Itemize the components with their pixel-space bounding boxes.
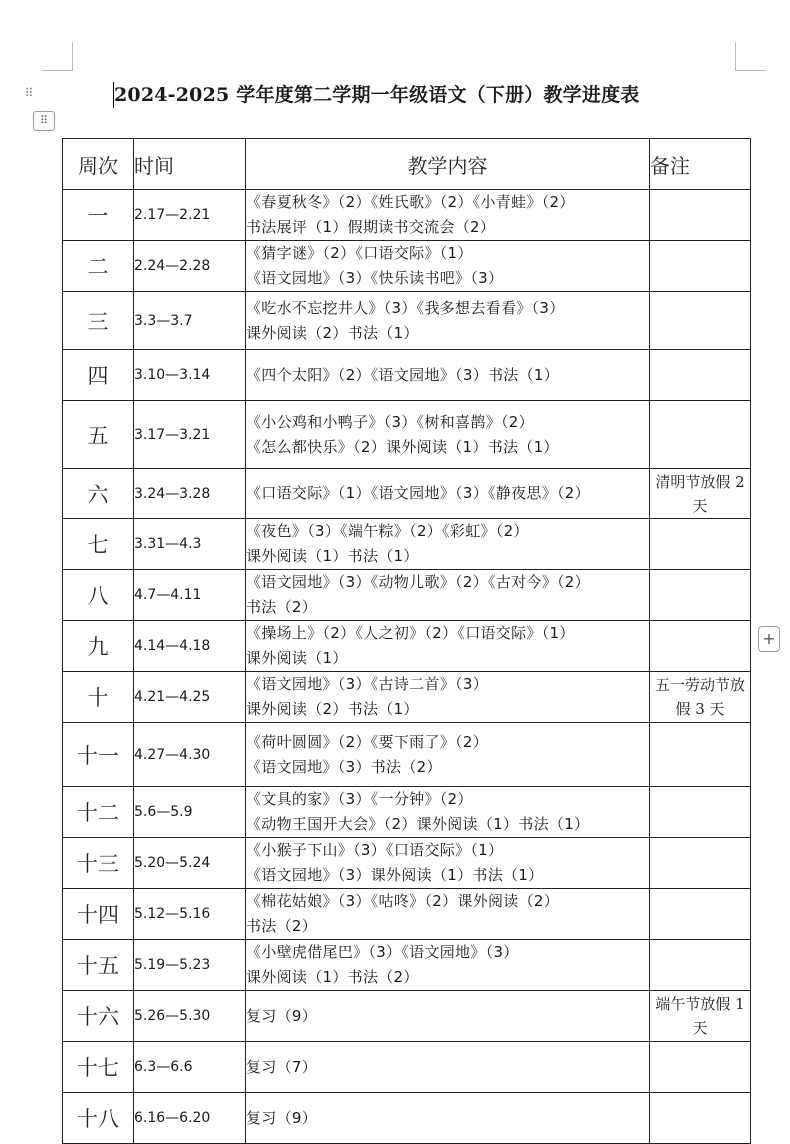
- content-cell[interactable]: 《操场上》（2）《人之初》（2）《口语交际》（1） 课外阅读（1）: [246, 621, 650, 672]
- content-cell[interactable]: 《荷叶圆圆》（2）《要下雨了》（2） 《语文园地》（3）书法（2）: [246, 723, 650, 787]
- table-row: [63, 787, 751, 838]
- week-cell[interactable]: 十五: [63, 940, 134, 991]
- week-cell[interactable]: 一: [63, 190, 134, 241]
- week-cell[interactable]: 十四: [63, 889, 134, 940]
- paragraph-drag-handle-icon[interactable]: ⠿: [24, 86, 34, 100]
- note-cell[interactable]: [650, 940, 751, 991]
- time-cell[interactable]: 5.20—5.24: [134, 838, 246, 889]
- table-row: [63, 940, 751, 991]
- week-cell[interactable]: 十三: [63, 838, 134, 889]
- content-cell[interactable]: 《口语交际》（1）《语文园地》（3）《静夜思》（2）: [246, 469, 650, 519]
- table-row: [63, 519, 751, 570]
- content-cell[interactable]: 复习（7）: [246, 1042, 650, 1093]
- document-title[interactable]: 2024-2025 学年度第二学期一年级语文（下册）教学进度表: [114, 84, 640, 106]
- time-cell[interactable]: 3.24—3.28: [134, 469, 246, 519]
- note-cell[interactable]: 端午节放假 1 天: [650, 991, 751, 1042]
- header-content[interactable]: 教学内容: [246, 139, 650, 190]
- week-cell[interactable]: 四: [63, 350, 134, 401]
- table-row: [63, 838, 751, 889]
- table-move-handle-icon[interactable]: ⠿: [33, 111, 55, 131]
- time-cell[interactable]: 3.10—3.14: [134, 350, 246, 401]
- week-cell[interactable]: 七: [63, 519, 134, 570]
- content-cell[interactable]: 《语文园地》（3）《古诗二首》（3） 课外阅读（2）书法（1）: [246, 672, 650, 723]
- table-row: [63, 723, 751, 787]
- content-cell[interactable]: 《小猴子下山》（3）《口语交际》（1） 《语文园地》（3）课外阅读（1）书法（1）: [246, 838, 650, 889]
- note-cell[interactable]: [650, 621, 751, 672]
- note-cell[interactable]: 清明节放假 2 天: [650, 469, 751, 519]
- table-row: [63, 1042, 751, 1093]
- week-cell[interactable]: 十八: [63, 1093, 134, 1144]
- time-cell[interactable]: 2.24—2.28: [134, 241, 246, 292]
- page-corner-mark-left: [42, 42, 73, 71]
- time-cell[interactable]: 4.27—4.30: [134, 723, 246, 787]
- week-cell[interactable]: 三: [63, 292, 134, 350]
- time-cell[interactable]: 3.17—3.21: [134, 401, 246, 469]
- time-cell[interactable]: 2.17—2.21: [134, 190, 246, 241]
- time-cell[interactable]: 3.31—4.3: [134, 519, 246, 570]
- week-cell[interactable]: 二: [63, 241, 134, 292]
- schedule-table[interactable]: [62, 138, 751, 1144]
- time-cell[interactable]: 5.6—5.9: [134, 787, 246, 838]
- time-cell[interactable]: 4.21—4.25: [134, 672, 246, 723]
- week-cell[interactable]: 十六: [63, 991, 134, 1042]
- content-cell[interactable]: 《棉花姑娘》（3）《咕咚》（2）课外阅读（2） 书法（2）: [246, 889, 650, 940]
- week-cell[interactable]: 十二: [63, 787, 134, 838]
- header-note[interactable]: 备注: [650, 139, 751, 190]
- note-cell[interactable]: [650, 292, 751, 350]
- time-cell[interactable]: 4.7—4.11: [134, 570, 246, 621]
- week-cell[interactable]: 六: [63, 469, 134, 519]
- time-cell[interactable]: 5.19—5.23: [134, 940, 246, 991]
- week-cell[interactable]: 十七: [63, 1042, 134, 1093]
- note-cell[interactable]: [650, 838, 751, 889]
- add-row-button[interactable]: +: [758, 626, 780, 652]
- time-cell[interactable]: 3.3—3.7: [134, 292, 246, 350]
- note-cell[interactable]: [650, 1093, 751, 1144]
- table-row: [63, 621, 751, 672]
- note-cell[interactable]: [650, 889, 751, 940]
- time-cell[interactable]: 6.3—6.6: [134, 1042, 246, 1093]
- content-cell[interactable]: 复习（9）: [246, 991, 650, 1042]
- note-cell[interactable]: [650, 241, 751, 292]
- content-cell[interactable]: 复习（9）: [246, 1093, 650, 1144]
- time-cell[interactable]: 6.16—6.20: [134, 1093, 246, 1144]
- table-row: [63, 190, 751, 241]
- table-row: [63, 991, 751, 1042]
- header-time[interactable]: 时间: [134, 139, 246, 190]
- page-corner-mark-right: [735, 42, 766, 71]
- note-cell[interactable]: [650, 401, 751, 469]
- note-cell[interactable]: [650, 190, 751, 241]
- table-row: [63, 889, 751, 940]
- table-row: [63, 672, 751, 723]
- content-cell[interactable]: 《春夏秋冬》（2）《姓氏歌》（2）《小青蛙》（2） 书法展评（1）假期读书交流会（2）: [246, 190, 650, 241]
- time-cell[interactable]: 5.26—5.30: [134, 991, 246, 1042]
- content-cell[interactable]: 《文具的家》（3）《一分钟》（2） 《动物王国开大会》（2）课外阅读（1）书法（1）: [246, 787, 650, 838]
- week-cell[interactable]: 十: [63, 672, 134, 723]
- content-cell[interactable]: 《四个太阳》（2）《语文园地》（3）书法（1）: [246, 350, 650, 401]
- note-cell[interactable]: [650, 723, 751, 787]
- table-row: [63, 350, 751, 401]
- content-cell[interactable]: 《夜色》（3）《端午粽》（2）《彩虹》（2） 课外阅读（1）书法（1）: [246, 519, 650, 570]
- note-cell[interactable]: 五一劳动节放假 3 天: [650, 672, 751, 723]
- content-cell[interactable]: 《小壁虎借尾巴》（3）《语文园地》（3） 课外阅读（1）书法（2）: [246, 940, 650, 991]
- content-cell[interactable]: 《小公鸡和小鸭子》（3）《树和喜鹊》（2） 《怎么都快乐》（2）课外阅读（1）书法（1）: [246, 401, 650, 469]
- table-row: [63, 241, 751, 292]
- header-week[interactable]: 周次: [63, 139, 134, 190]
- note-cell[interactable]: [650, 350, 751, 401]
- week-cell[interactable]: 九: [63, 621, 134, 672]
- note-cell[interactable]: [650, 787, 751, 838]
- note-cell[interactable]: [650, 1042, 751, 1093]
- content-cell[interactable]: 《猜字谜》（2）《口语交际》（1） 《语文园地》（3）《快乐读书吧》（3）: [246, 241, 650, 292]
- time-cell[interactable]: 4.14—4.18: [134, 621, 246, 672]
- table-row: [63, 401, 751, 469]
- table-row: [63, 1093, 751, 1144]
- week-cell[interactable]: 十一: [63, 723, 134, 787]
- time-cell[interactable]: 5.12—5.16: [134, 889, 246, 940]
- note-cell[interactable]: [650, 570, 751, 621]
- table-row: [63, 469, 751, 519]
- note-cell[interactable]: [650, 519, 751, 570]
- table-row: [63, 570, 751, 621]
- table-header-row: [63, 139, 751, 190]
- week-cell[interactable]: 八: [63, 570, 134, 621]
- content-cell[interactable]: 《语文园地》（3）《动物儿歌》（2）《古对今》（2） 书法（2）: [246, 570, 650, 621]
- content-cell[interactable]: 《吃水不忘挖井人》（3）《我多想去看看》（3） 课外阅读（2）书法（1）: [246, 292, 650, 350]
- week-cell[interactable]: 五: [63, 401, 134, 469]
- table-row: [63, 292, 751, 350]
